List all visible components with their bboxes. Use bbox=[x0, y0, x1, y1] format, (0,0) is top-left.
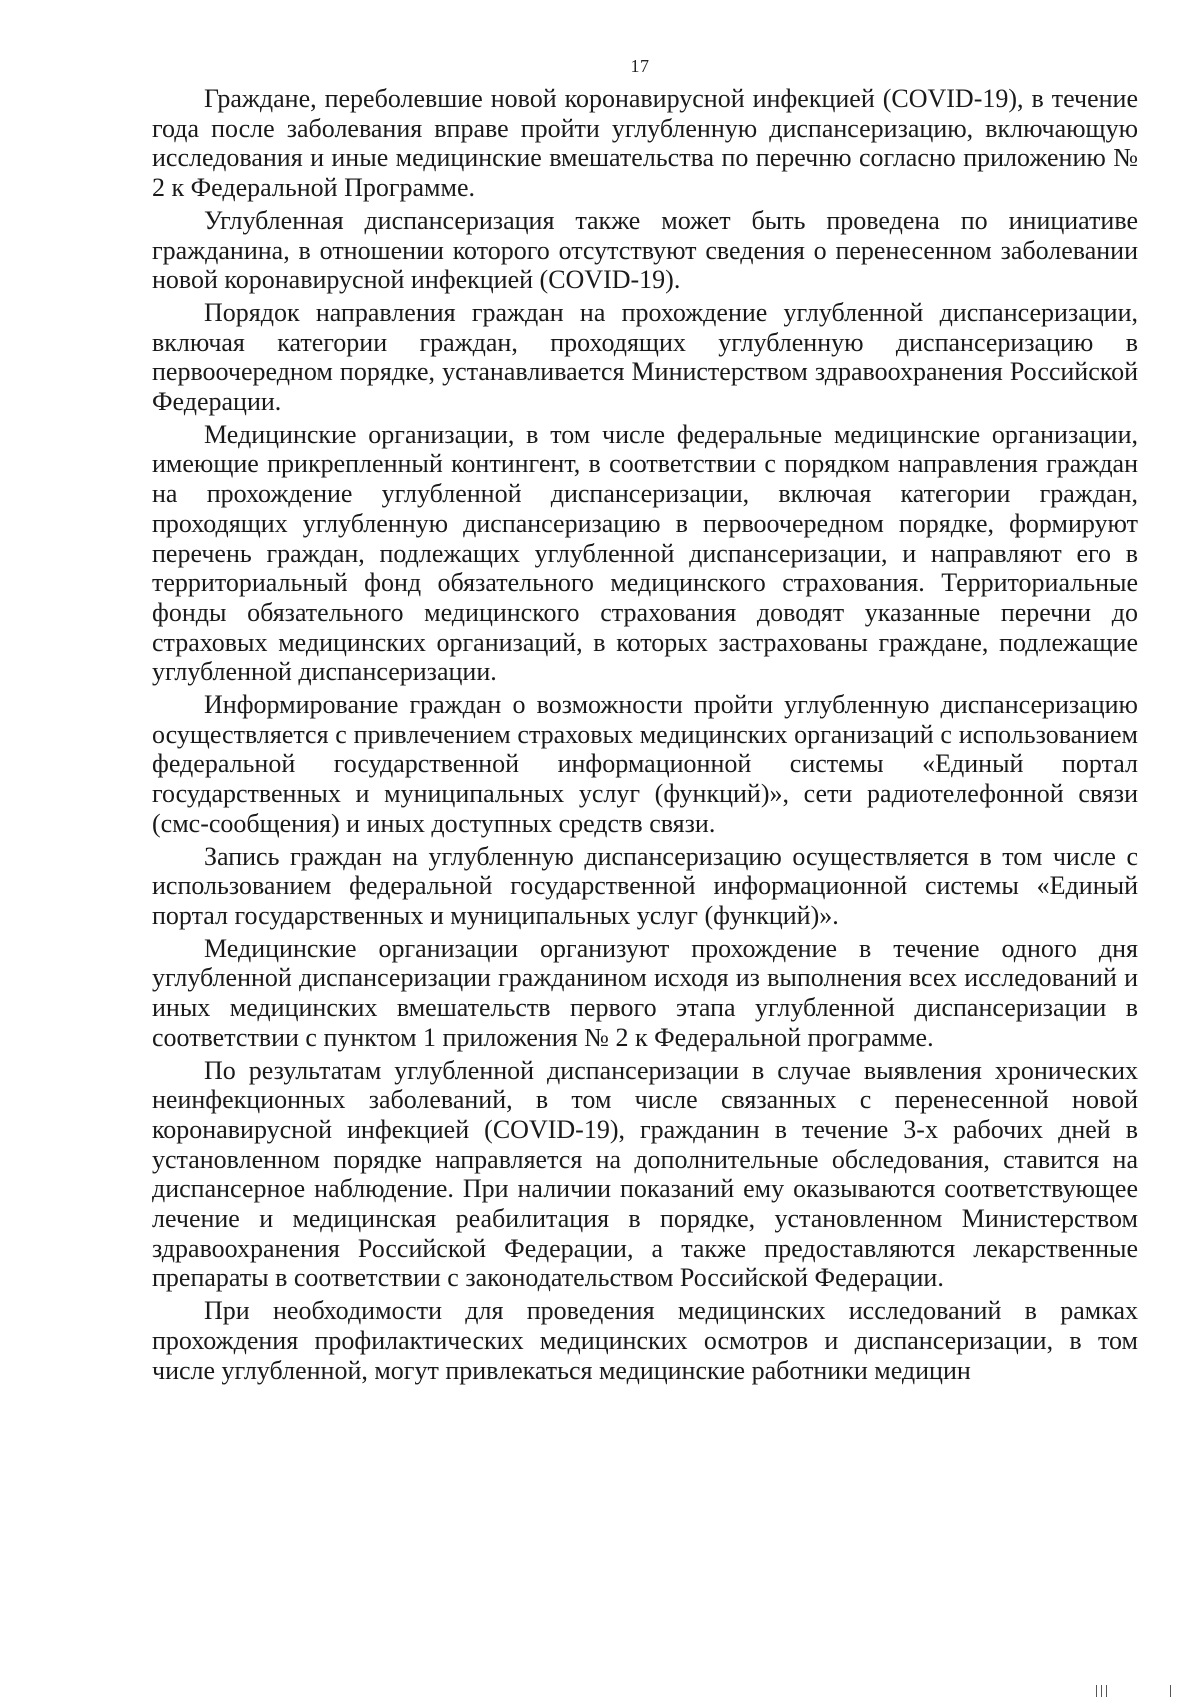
paragraph: При необходимости для проведения медицинских исследований в рамках прохождения профилактических медицинских осмотров и диспансеризации, в том числе углубленной, могут привлекаться медицинские работники медицин bbox=[152, 1296, 1138, 1385]
paragraph: По результатам углубленной диспансеризации в случае выявления хронических неинфекционных заболеваний, в том числе связанных с перенесенной новой коронавирусной инфекцией (COVID-19), гражданин в течение 3-х рабочих дней в установленном порядке направляется на дополнительные обследования, ставится на диспансерное наблюдение. При наличии показаний ему оказываются соответствующее лечение и медицинская реабилитация в порядке, установленном Министерством здравоохранения Российской Федерации, а также предоставляются лекарственные препараты в соответствии с законодательством Российской Федерации. bbox=[152, 1055, 1138, 1293]
document-body bbox=[152, 84, 1138, 1388]
scan-artifact bbox=[1170, 1685, 1171, 1697]
paragraph: Медицинские организации, в том числе федеральные медицинские организации, имеющие прикрепленный контингент, в соответствии с порядком направления граждан на прохождение углубленной диспансеризации, включая категории граждан, проходящих углубленную диспансеризацию в первоочередном порядке, формируют перечень граждан, подлежащих углубленной диспансеризации, и направляют его в территориальный фонд обязательного медицинского страхования. Территориальные фонды обязательного медицинского страхования доводят указанные перечни до страховых медицинских организаций, в которых застрахованы граждане, подлежащие углубленной диспансеризации. bbox=[152, 419, 1138, 687]
paragraph: Порядок направления граждан на прохождение углубленной диспансеризации, включая категории граждан, проходящих углубленную диспансеризацию в первоочередном порядке, устанавливается Министерством здравоохранения Российской Федерации. bbox=[152, 297, 1138, 417]
paragraph: Медицинские организации организуют прохождение в течение одного дня углубленной диспансеризации гражданином исходя из выполнения всех исследований и иных медицинских вмешательств первого этапа углубленной диспансеризации в соответствии с пунктом 1 приложения № 2 к Федеральной программе. bbox=[152, 933, 1138, 1052]
scan-artifact bbox=[1096, 1685, 1097, 1697]
scan-artifact bbox=[1106, 1685, 1107, 1697]
paragraph: Запись граждан на углубленную диспансеризацию осуществляется в том числе с использованием федеральной государственной информационной системы «Единый портал государственных и муниципальных услуг (функций)». bbox=[152, 841, 1138, 930]
paragraph: Информирование граждан о возможности пройти углубленную диспансеризацию осуществляется с привлечением страховых медицинских организаций с использованием федеральной государственной информационной системы «Единый портал государственных и муниципальных услуг (функций)», сети радиотелефонной связи (смс-сообщения) и иных доступных средств связи. bbox=[152, 690, 1138, 838]
scan-artifact bbox=[1101, 1685, 1102, 1697]
paragraph: Углубленная диспансеризация также может быть проведена по инициативе гражданина, в отношении которого отсутствуют сведения о перенесенном заболевании новой коронавирусной инфекцией (COVID-19). bbox=[152, 205, 1138, 295]
paragraph: Граждане, переболевшие новой коронавирусной инфекцией (COVID-19), в течение года после заболевания вправе пройти углубленную диспансеризацию, включающую исследования и иные медицинские вмешательства по перечню согласно приложению № 2 к Федеральной Программе. bbox=[152, 84, 1138, 203]
page-number: 17 bbox=[630, 56, 650, 76]
